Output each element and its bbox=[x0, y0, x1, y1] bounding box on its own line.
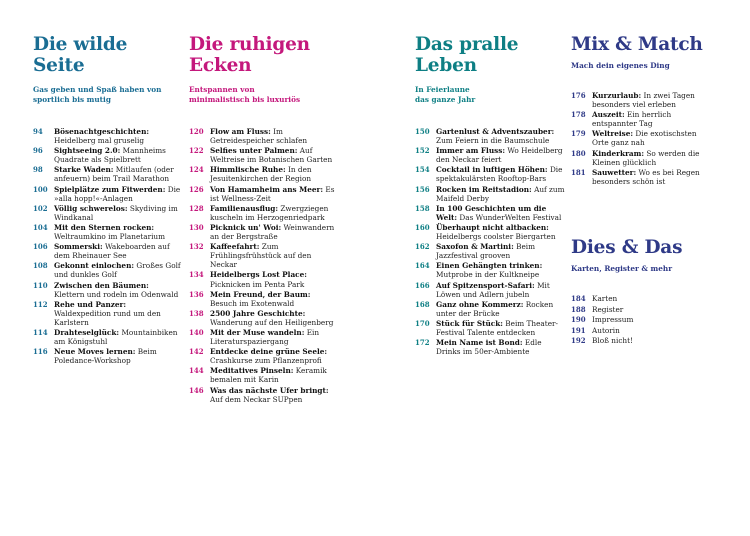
entry-title: Mein Freund, der Baum: bbox=[210, 289, 311, 299]
page-number: 98 bbox=[33, 165, 43, 175]
section-title bbox=[415, 34, 565, 76]
entry-title: Heidelbergs Lost Place: bbox=[210, 270, 307, 280]
section-wilde-seite bbox=[33, 34, 181, 366]
toc-entry bbox=[33, 165, 181, 183]
section-title bbox=[33, 34, 181, 76]
entry-description: Wo Heidelberg den Neckar feiert bbox=[436, 146, 563, 165]
toc-entry bbox=[33, 242, 181, 260]
entry-description: Skydiving im Windkanal bbox=[54, 203, 178, 222]
page-number: 104 bbox=[33, 222, 48, 232]
entry-title: Überhaupt nicht altbacken: bbox=[436, 222, 549, 232]
entry-title: Rocken im Reitstadion: bbox=[436, 184, 532, 194]
page-number: 136 bbox=[189, 289, 204, 299]
toc-entry bbox=[33, 347, 181, 365]
page-number: 116 bbox=[33, 347, 48, 357]
page-number: 158 bbox=[415, 203, 430, 213]
toc-entry bbox=[571, 168, 711, 186]
toc-entry bbox=[415, 223, 565, 241]
toc-entry bbox=[571, 110, 711, 128]
entry-title: Sauwetter: bbox=[592, 167, 637, 177]
toc-entry bbox=[33, 127, 181, 145]
section-title: Dies & Das bbox=[571, 237, 683, 258]
entry-title: Ganz ohne Kommerz: bbox=[436, 299, 524, 309]
section-pralle-leben bbox=[415, 34, 565, 357]
page-number: 166 bbox=[415, 280, 430, 290]
entry-description: Ein Literaturspaziergang bbox=[210, 327, 320, 347]
entry-description: So werden die Kleinen glücklich bbox=[592, 148, 700, 167]
page-number: 170 bbox=[415, 318, 430, 328]
subtitle-line-2: das ganze Jahr bbox=[415, 95, 476, 104]
entry-title: In 100 Geschichten um die Welt: bbox=[436, 203, 547, 222]
subtitle-line-2: sportlich bis mutig bbox=[33, 95, 111, 104]
page-number: 128 bbox=[189, 203, 204, 213]
toc-entry bbox=[571, 129, 711, 147]
toc-entry bbox=[415, 146, 565, 164]
entry-title: Neue Moves lernen: bbox=[54, 347, 136, 357]
entry-description: Wakeboarden auf dem Rheinauer See bbox=[54, 242, 170, 261]
entry-title: Sommerski: bbox=[54, 242, 103, 252]
toc-entry bbox=[189, 242, 339, 269]
page-number: 162 bbox=[415, 242, 430, 252]
page-number: 96 bbox=[33, 146, 43, 156]
toc-list bbox=[33, 127, 181, 365]
title-line-2: Ecken bbox=[189, 55, 252, 76]
entry-title: Meditatives Pinseln: bbox=[210, 366, 294, 376]
entry-title: Mein Name ist Bond: bbox=[436, 338, 523, 348]
page-number: 191 bbox=[571, 325, 586, 335]
toc-entry bbox=[571, 91, 711, 109]
entry-title: Kurzurlaub: bbox=[592, 91, 642, 100]
entry-title: Starke Waden: bbox=[54, 165, 114, 175]
entry-description: Waldexpedition rund um den Karlstern bbox=[54, 308, 161, 327]
page-number: 102 bbox=[33, 203, 48, 213]
entry-description: Großes Golf und dunkles Golf bbox=[54, 261, 181, 280]
toc-entry bbox=[415, 242, 565, 260]
subtitle-line-1: Entspannen von bbox=[189, 85, 255, 94]
entry-description: Heidelbergs coolster Biergarten bbox=[436, 232, 556, 242]
entry-title: Saxofon & Martini: bbox=[436, 242, 514, 252]
title-line-1: Das pralle bbox=[415, 34, 519, 55]
entry-description: Auf Weltreise im Botanischen Garten bbox=[210, 146, 333, 165]
entry-description: Register bbox=[592, 304, 624, 314]
entry-description: Wanderung auf den Heiligenberg bbox=[210, 317, 334, 327]
toc-entry bbox=[189, 366, 339, 384]
subtitle-line-1: In Feierlaune bbox=[415, 85, 470, 94]
entry-title: Rehe und Panzer: bbox=[54, 299, 127, 309]
entry-description: Weltraumkino im Planetarium bbox=[54, 232, 166, 242]
entry-title: Picknick un' Woi: bbox=[210, 222, 282, 232]
page-number: 154 bbox=[415, 165, 430, 175]
page-number: 132 bbox=[189, 242, 204, 252]
entry-title: 2500 Jahre Geschichte: bbox=[210, 308, 306, 318]
toc-list bbox=[571, 294, 711, 347]
page-number: 152 bbox=[415, 146, 430, 156]
toc-list bbox=[571, 91, 711, 186]
entry-title: Kaffeefahrt: bbox=[210, 242, 260, 252]
page-number: 184 bbox=[571, 294, 586, 303]
entry-description: Klettern und rodeln im Odenwald bbox=[54, 289, 179, 299]
title-line-2: Seite bbox=[33, 55, 85, 76]
toc-entry bbox=[571, 315, 711, 326]
entry-title: Mit den Sternen rocken: bbox=[54, 222, 155, 232]
page-number: 120 bbox=[189, 127, 204, 136]
entry-description: Impressum bbox=[592, 315, 634, 325]
toc-entry bbox=[415, 204, 565, 222]
toc-entry bbox=[189, 204, 339, 222]
page-number: 140 bbox=[189, 327, 204, 337]
entry-description: Besuch im Exotenwald bbox=[210, 298, 295, 308]
entry-description: Im Getreidespeicher schlafen bbox=[210, 127, 308, 146]
title-line-1: Die wilde bbox=[33, 34, 128, 55]
entry-description: Keramik bemalen mit Karin bbox=[210, 366, 327, 385]
section-ruhige-ecken bbox=[189, 34, 339, 405]
toc-entry bbox=[415, 281, 565, 299]
toc-entry bbox=[33, 185, 181, 203]
toc-entry bbox=[189, 165, 339, 183]
entry-title: Was das nächste Ufer bringt: bbox=[210, 385, 329, 395]
page-number: 188 bbox=[571, 304, 586, 314]
toc-entry bbox=[33, 261, 181, 279]
entry-description: Bloß nicht! bbox=[592, 336, 633, 346]
section-title bbox=[189, 34, 339, 76]
entry-title: Auf Spitzensport-Safari: bbox=[436, 280, 535, 290]
entry-description: Beim Jazzfestival grooven bbox=[436, 242, 536, 261]
entry-title: Selfies unter Palmen: bbox=[210, 146, 298, 156]
toc-entry bbox=[189, 290, 339, 308]
entry-description: Die spektakulärsten Rooftop-Bars bbox=[436, 165, 563, 184]
toc-entry bbox=[571, 294, 711, 305]
entry-description: Mit Löwen und Adlern jubeln bbox=[436, 280, 550, 299]
page-number: 124 bbox=[189, 165, 204, 175]
page-number: 126 bbox=[189, 184, 204, 194]
entry-title: Flow am Fluss: bbox=[210, 127, 271, 136]
toc-entry bbox=[415, 127, 565, 145]
toc-entry bbox=[415, 300, 565, 318]
page-number: 190 bbox=[571, 315, 586, 325]
toc-list bbox=[415, 127, 565, 356]
toc-entry bbox=[415, 319, 565, 337]
section-title: Mix & Match bbox=[571, 34, 703, 55]
page-number: 160 bbox=[415, 222, 430, 232]
page-number: 122 bbox=[189, 146, 204, 156]
entry-description: Auf zum Maifeld Derby bbox=[436, 184, 565, 203]
entry-description: Mannheims Quadrate als Spielbrett bbox=[54, 146, 166, 165]
toc-entry bbox=[33, 281, 181, 299]
entry-description: Autorin bbox=[592, 325, 620, 335]
toc-entry bbox=[571, 305, 711, 316]
entry-description: In den Jesuitenkirchen der Region bbox=[210, 165, 312, 184]
page-number: 134 bbox=[189, 270, 204, 280]
page-number: 179 bbox=[571, 129, 586, 139]
toc-entry bbox=[33, 146, 181, 164]
page-number: 110 bbox=[33, 280, 48, 290]
section-subtitle bbox=[415, 85, 565, 105]
entry-description: Die exotischsten Orte ganz nah bbox=[592, 129, 697, 148]
toc-entry bbox=[415, 165, 565, 183]
entry-title: Gartenlust & Adventszauber: bbox=[436, 127, 555, 136]
entry-description: Das WunderWelten Festival bbox=[457, 212, 562, 222]
toc-entry bbox=[189, 185, 339, 203]
entry-title: Von Hamamheim ans Meer: bbox=[210, 184, 324, 194]
page-number: 142 bbox=[189, 347, 204, 357]
entry-description: Es ist Wellness-Zeit bbox=[210, 184, 335, 203]
entry-title: Mit der Muse wandeln: bbox=[210, 327, 305, 337]
entry-description: Crashkurse zum Pflanzenprofi bbox=[210, 356, 322, 366]
toc-entry bbox=[33, 328, 181, 346]
page-number: 106 bbox=[33, 242, 48, 252]
toc-entry bbox=[33, 300, 181, 327]
entry-description: Die »alla hopp!«-Anlagen bbox=[54, 184, 181, 203]
page-number: 130 bbox=[189, 222, 204, 232]
page-number: 181 bbox=[571, 167, 586, 177]
page-number: 172 bbox=[415, 338, 430, 348]
toc-entry bbox=[189, 223, 339, 241]
page-number: 112 bbox=[33, 299, 48, 309]
toc-entry bbox=[415, 338, 565, 356]
entry-description: Zum Frühlingsfrühstück auf den Neckar bbox=[210, 242, 312, 270]
section-subtitle bbox=[33, 85, 181, 105]
toc-entry bbox=[415, 185, 565, 203]
title-line-2: Leben bbox=[415, 55, 477, 76]
entry-title: Weltreise: bbox=[592, 129, 634, 139]
toc-entry bbox=[33, 223, 181, 241]
section-subtitle: Karten, Register & mehr bbox=[571, 264, 673, 273]
page-number: 138 bbox=[189, 308, 204, 318]
entry-title: Zwischen den Bäumen: bbox=[54, 280, 149, 290]
entry-description: Wo es bei Regen besonders schön ist bbox=[592, 167, 700, 186]
entry-title: Drahteselglück: bbox=[54, 327, 120, 337]
entry-description: Zum Feiern in die Baumschule bbox=[436, 136, 550, 146]
page-number: 114 bbox=[33, 327, 48, 337]
page-number: 108 bbox=[33, 261, 48, 271]
toc-entry bbox=[189, 309, 339, 327]
section-mix-match bbox=[571, 34, 711, 187]
entry-title: Bösenachtgeschichten: bbox=[54, 127, 150, 136]
page-number: 178 bbox=[571, 110, 586, 120]
entry-title: Spielplätze zum Fitwerden: bbox=[54, 184, 166, 194]
section-dies-das bbox=[571, 237, 711, 347]
page-number: 156 bbox=[415, 184, 430, 194]
toc-entry bbox=[33, 204, 181, 222]
entry-description: Auf dem Neckar SUPpen bbox=[210, 394, 303, 404]
entry-description: Mitlaufen (oder anfeuern) beim Trail Marathon bbox=[54, 165, 174, 184]
entry-title: Völlig schwerelos: bbox=[54, 203, 128, 213]
entry-title: Stück für Stück: bbox=[436, 318, 503, 328]
entry-title: Himmlische Ruhe: bbox=[210, 165, 286, 175]
entry-description: Rocken unter der Brücke bbox=[436, 299, 554, 318]
entry-title: Familienausflug: bbox=[210, 203, 279, 213]
entry-description: Ein herrlich entspannter Tag bbox=[592, 110, 672, 129]
entry-description: Mutprobe in der Kultkneipe bbox=[436, 270, 540, 280]
toc-entry bbox=[189, 270, 339, 288]
section-subtitle: Mach dein eigenes Ding bbox=[571, 61, 670, 70]
entry-description: Karten bbox=[592, 294, 618, 303]
toc-entry bbox=[571, 149, 711, 167]
subtitle-line-2: minimalistisch bis luxuriös bbox=[189, 95, 301, 104]
page-number: 164 bbox=[415, 261, 430, 271]
page-number: 100 bbox=[33, 184, 48, 194]
entry-title: Entdecke deine grüne Seele: bbox=[210, 347, 328, 357]
entry-description: Picknicken im Penta Park bbox=[210, 279, 305, 289]
entry-description: Zwergziegen kuscheln im Herzogenriedpark bbox=[210, 203, 329, 222]
section-subtitle bbox=[189, 85, 339, 105]
page-number: 180 bbox=[571, 148, 586, 158]
subtitle-line-1: Gas geben und Spaß haben von bbox=[33, 85, 162, 94]
toc-entry bbox=[189, 127, 339, 145]
entry-title: Einen Gehängten trinken: bbox=[436, 261, 543, 271]
toc-list bbox=[189, 127, 339, 404]
entry-description: Weinwandern an der Bergstraße bbox=[210, 222, 335, 242]
entry-title: Auszeit: bbox=[592, 110, 625, 120]
page-number: 150 bbox=[415, 127, 430, 136]
toc-entry bbox=[189, 328, 339, 346]
entry-title: Immer am Fluss: bbox=[436, 146, 506, 156]
toc-entry bbox=[571, 336, 711, 347]
toc-entry bbox=[189, 347, 339, 365]
page-number: 144 bbox=[189, 366, 204, 376]
entry-description: Beim Poledance-Workshop bbox=[54, 347, 157, 366]
toc-entry bbox=[415, 261, 565, 279]
entry-title: Sightseeing 2.0: bbox=[54, 146, 121, 156]
page-number: 192 bbox=[571, 336, 586, 346]
entry-description: Heidelberg mal gruselig bbox=[54, 136, 144, 146]
entry-title: Cocktail in luftigen Höhen: bbox=[436, 165, 548, 175]
page-number: 168 bbox=[415, 299, 430, 309]
entry-description: Mountainbiken am Königstuhl bbox=[54, 327, 178, 347]
toc-entry bbox=[571, 326, 711, 337]
entry-description: In zwei Tagen besonders viel erleben bbox=[592, 91, 695, 110]
page-number: 176 bbox=[571, 91, 586, 100]
toc-entry bbox=[189, 146, 339, 164]
page-number: 94 bbox=[33, 127, 43, 136]
toc-entry bbox=[189, 386, 339, 404]
entry-description: Edle Drinks im 50er-Ambiente bbox=[436, 338, 542, 357]
entry-description: Beim Theater-Festival Talente entdecken bbox=[436, 318, 558, 337]
entry-title: Gekonnt einlochen: bbox=[54, 261, 135, 271]
entry-title: Kinderkram: bbox=[592, 148, 645, 158]
page-number: 146 bbox=[189, 385, 204, 395]
title-line-1: Die ruhigen bbox=[189, 34, 310, 55]
